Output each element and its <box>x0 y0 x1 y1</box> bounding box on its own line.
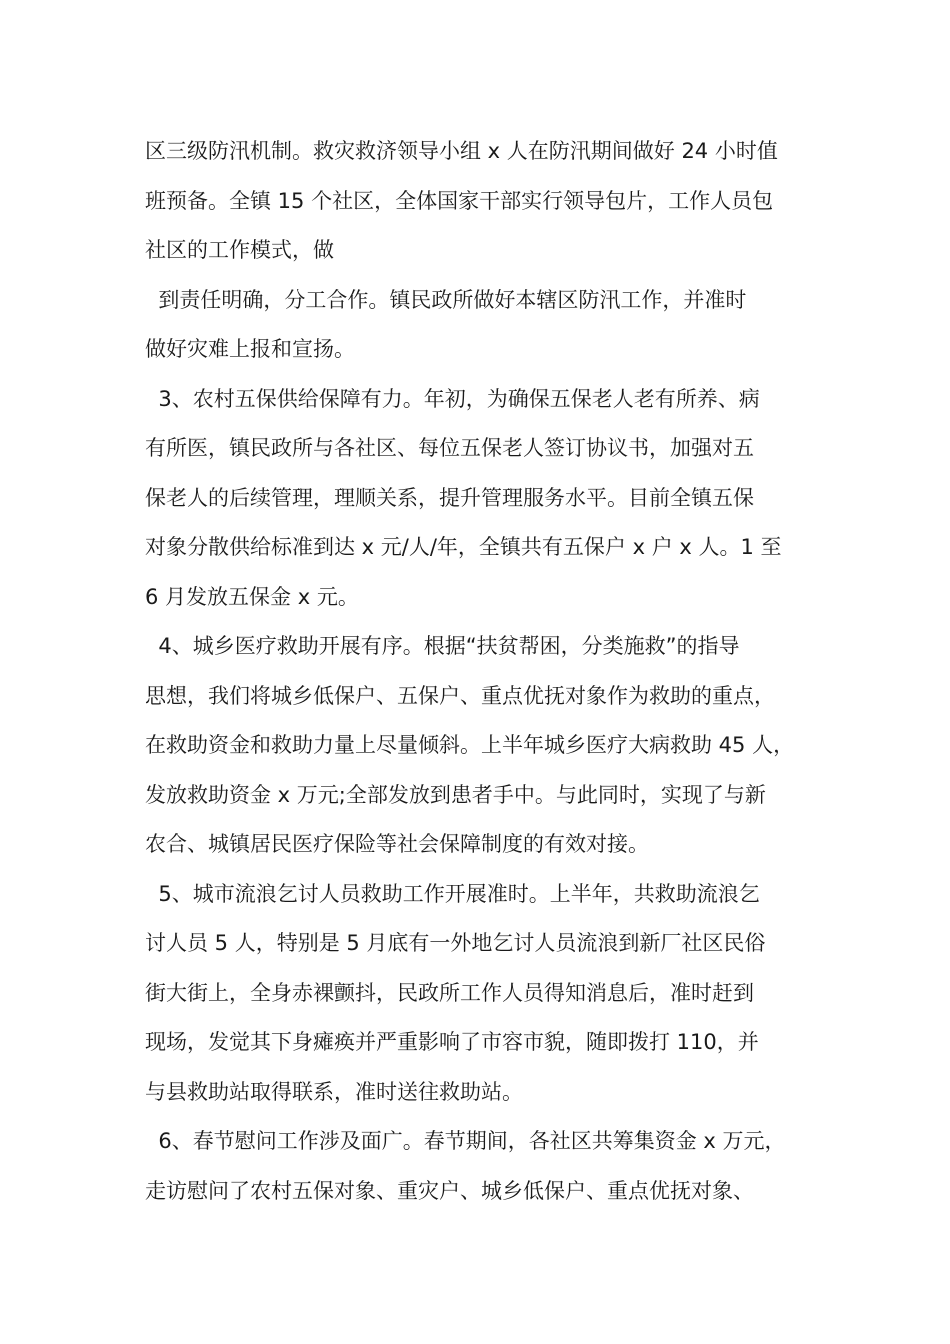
text-line: 社区的工作模式，做 <box>145 238 334 262</box>
text-line: 区三级防汛机制。救灾救济领导小组 x 人在防汛期间做好 24 小时值 <box>145 139 778 163</box>
text-line: 班预备。全镇 15 个社区，全体国家干部实行领导包片，工作人员包 <box>145 188 774 213</box>
text-line: 与县救助站取得联系，准时送往救助站。 <box>145 1079 523 1104</box>
text-line: 有所医，镇民政所与各社区、每位五保老人签订协议书，加强对五 <box>145 436 754 460</box>
text-line: 3、农村五保供给保障有力。年初，为确保五保老人老有所养、病 <box>145 386 760 411</box>
text-line: 农合、城镇居民医疗保险等社会保障制度的有效对接。 <box>145 832 649 856</box>
text-line: 做好灾难上报和宣扬。 <box>145 337 355 361</box>
text-line: 对象分散供给标准到达 x 元/人/年，全镇共有五保户 x 户 x 人。1 至 <box>145 535 782 559</box>
text-line: 4、城乡医疗救助开展有序。根据“扶贫帮困，分类施救”的指导 <box>145 634 740 658</box>
document-body <box>145 127 835 1216</box>
text-line: 讨人员 5 人，特别是 5 月底有一外地乞讨人员流浪到新厂社区民俗 <box>145 931 766 955</box>
text-line: 街大街上，全身赤裸颤抖，民政所工作人员得知消息后，准时赶到 <box>145 980 754 1005</box>
text-line: 在救助资金和救助力量上尽量倾斜。上半年城乡医疗大病救助 45 人， <box>145 733 795 757</box>
text-line: 到责任明确，分工合作。镇民政所做好本辖区防汛工作，并准时 <box>145 287 747 312</box>
text-line: 6 月发放五保金 x 元。 <box>145 584 359 609</box>
text-line: 保老人的后续管理，理顺关系，提升管理服务水平。目前全镇五保 <box>145 485 754 510</box>
text-line: 6、春节慰问工作涉及面广。春节期间，各社区共筹集资金 x 万元， <box>145 1129 786 1153</box>
text-line: 走访慰问了农村五保对象、重灾户、城乡低保户、重点优抚对象、 <box>145 1178 754 1203</box>
text-line: 5、城市流浪乞讨人员救助工作开展准时。上半年，共救助流浪乞 <box>145 881 760 906</box>
text-line: 发放救助资金 x 万元;全部发放到患者手中。与此同时，实现了与新 <box>145 782 766 807</box>
text-line: 现场，发觉其下身瘫痪并严重影响了市容市貌，随即拨打 110，并 <box>145 1030 759 1054</box>
text-line: 思想，我们将城乡低保户、五保户、重点优抚对象作为救助的重点， <box>145 683 775 708</box>
